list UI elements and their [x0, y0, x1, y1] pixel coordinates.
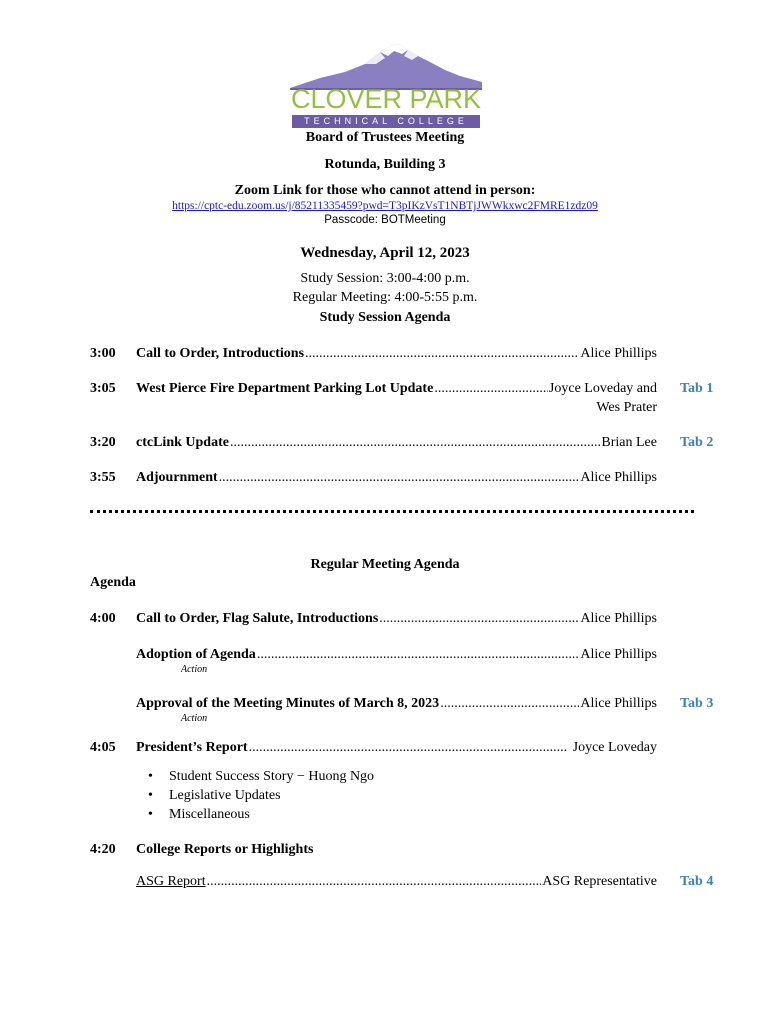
asg-report-link[interactable]: ASG Report: [136, 874, 206, 889]
agenda-item-presenter: Alice Phillips: [580, 470, 657, 485]
agenda-time: 4:20: [90, 842, 116, 857]
agenda-label: Agenda: [90, 575, 136, 590]
zoom-heading: Zoom Link for those who cannot attend in person:: [234, 183, 536, 198]
agenda-item: [136, 874, 657, 890]
agenda-item: [136, 435, 657, 451]
agenda-item: [136, 346, 657, 362]
agenda-item-presenter: Alice Phillips: [580, 647, 657, 662]
tab-reference: Tab 3: [680, 696, 714, 711]
tab-reference: Tab 4: [680, 874, 714, 889]
list-item: • Student Success Story − Huong Ngo: [148, 767, 374, 786]
agenda-item: [136, 740, 657, 756]
agenda-item: [136, 696, 657, 712]
meeting-date: Wednesday, April 12, 2023: [300, 245, 470, 261]
zoom-link[interactable]: https://cptc-edu.zoom.us/j/85211335459?pwd=T3pIKzVsT1NBTjJWWkxwc2FMRE1zdz09: [172, 200, 598, 212]
meeting-location: Rotunda, Building 3: [324, 157, 446, 172]
agenda-item: [136, 647, 657, 663]
action-note: Action: [181, 664, 208, 675]
president-report-list: [148, 767, 374, 824]
leader-dots: [305, 346, 579, 362]
leader-dots: [379, 611, 579, 627]
agenda-time: 3:55: [90, 470, 116, 485]
agenda-item-title: Call to Order, Introductions: [136, 346, 305, 361]
agenda-item-presenter: Alice Phillips: [580, 611, 657, 626]
list-item: • Miscellaneous: [148, 805, 374, 824]
regular-meeting-time: Regular Meeting: 4:00-5:55 p.m.: [292, 290, 478, 305]
zoom-link-row: [0, 200, 770, 212]
leader-dots: [249, 740, 569, 756]
agenda-item-title: College Reports or Highlights: [136, 842, 314, 857]
agenda-time: 3:20: [90, 435, 116, 450]
list-item: • Legislative Updates: [148, 786, 374, 805]
agenda-item-presenter: Alice Phillips: [580, 346, 657, 361]
agenda-time: 3:05: [90, 381, 116, 396]
agenda-item-title: ctcLink Update: [136, 435, 229, 450]
study-session-time: Study Session: 3:00-4:00 p.m.: [300, 271, 470, 286]
agenda-item-presenter: Alice Phillips: [580, 696, 657, 711]
agenda-item: [136, 470, 657, 486]
leader-dots: [257, 647, 580, 663]
meeting-title: Board of Trustees Meeting: [305, 130, 465, 145]
mountain-icon: [290, 42, 482, 90]
agenda-time: 4:00: [90, 611, 116, 626]
logo-wordmark: CLOVER PARK: [290, 84, 482, 114]
agenda-item-presenter-cont: Wes Prater: [596, 400, 657, 415]
logo-tagline: TECHNICAL COLLEGE: [292, 115, 480, 128]
leader-dots: [230, 435, 600, 451]
college-logo: [290, 42, 482, 130]
agenda-item: [136, 381, 657, 397]
agenda-item-presenter: ASG Representative: [542, 874, 657, 889]
passcode: Passcode: BOTMeeting: [324, 214, 446, 226]
agenda-item: [136, 611, 657, 627]
agenda-item-title: Call to Order, Flag Salute, Introductions: [136, 611, 379, 626]
tab-reference: Tab 2: [680, 435, 714, 450]
agenda-item-presenter: Joyce Loveday and: [548, 381, 657, 396]
agenda-item-presenter: Brian Lee: [601, 435, 657, 450]
agenda-item-title: Adjournment: [136, 470, 218, 485]
leader-dots: [207, 874, 542, 890]
agenda-time: 3:00: [90, 346, 116, 361]
study-session-heading: Study Session Agenda: [319, 310, 451, 325]
agenda-time: 4:05: [90, 740, 116, 755]
regular-meeting-heading: Regular Meeting Agenda: [310, 557, 460, 572]
leader-dots: [440, 696, 579, 712]
action-note: Action: [181, 713, 208, 724]
leader-dots: [434, 381, 548, 397]
section-divider: [90, 510, 694, 513]
leader-dots: [219, 470, 580, 486]
agenda-item-presenter: Joyce Loveday: [569, 740, 657, 755]
tab-reference: Tab 1: [680, 381, 714, 396]
agenda-item-title: Adoption of Agenda: [136, 647, 256, 662]
agenda-item-title: President’s Report: [136, 740, 248, 755]
agenda-item-title: Approval of the Meeting Minutes of March 8, 2023: [136, 696, 440, 711]
agenda-item-title: West Pierce Fire Department Parking Lot Update: [136, 381, 434, 396]
